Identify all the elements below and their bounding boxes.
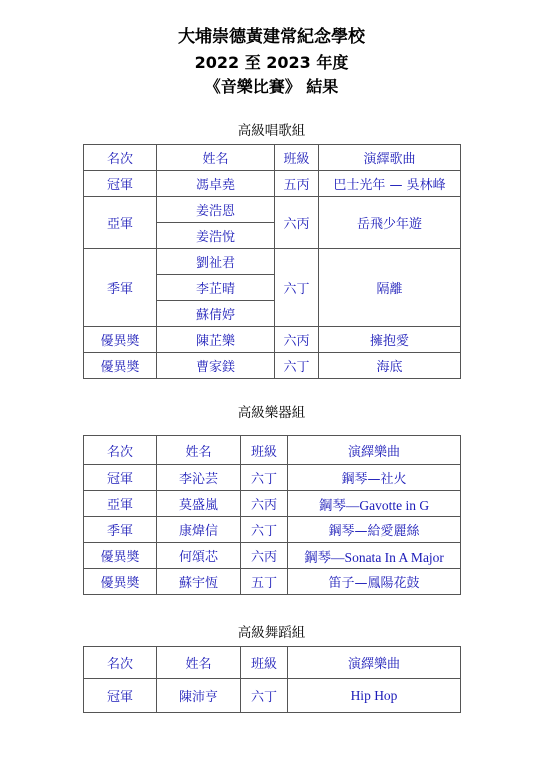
table-header-row bbox=[84, 647, 461, 679]
class-cell: 六丁 bbox=[241, 465, 288, 491]
table-row bbox=[84, 543, 461, 569]
school-name: 大埔崇德黃建常紀念學校 bbox=[178, 27, 365, 47]
column-header-rank: 名次 bbox=[84, 647, 157, 679]
class-cell: 六丙 bbox=[241, 491, 288, 517]
column-header-song: 演繹歌曲 bbox=[319, 145, 461, 171]
class-cell: 六丙 bbox=[241, 543, 288, 569]
table-row bbox=[84, 679, 461, 713]
piece-cell: 鋼琴—給愛麗絲 bbox=[288, 517, 461, 543]
piece-cell: 鋼琴—Gavotte in G bbox=[288, 491, 461, 517]
column-header-rank: 名次 bbox=[84, 436, 157, 465]
name-cell: 馮卓堯 bbox=[157, 171, 275, 197]
table-header-row bbox=[84, 436, 461, 465]
dance-results-table bbox=[83, 646, 461, 713]
rank-cell: 季軍 bbox=[84, 249, 157, 327]
piece-cell: 笛子—鳳陽花鼓 bbox=[288, 569, 461, 595]
table-row bbox=[84, 249, 461, 275]
piece-cell: 鋼琴—社火 bbox=[288, 465, 461, 491]
name-cell: 康煒信 bbox=[157, 517, 241, 543]
class-cell: 六丙 bbox=[275, 327, 319, 353]
name-cell: 李沁芸 bbox=[157, 465, 241, 491]
name-cell: 何頌芯 bbox=[157, 543, 241, 569]
table-row bbox=[84, 517, 461, 543]
table-row bbox=[84, 491, 461, 517]
column-header-rank: 名次 bbox=[84, 145, 157, 171]
column-header-name: 姓名 bbox=[157, 145, 275, 171]
song-cell: 擁抱愛 bbox=[319, 327, 461, 353]
singing-results-table bbox=[83, 144, 461, 379]
rank-cell: 冠軍 bbox=[84, 465, 157, 491]
column-header-piece: 演繹樂曲 bbox=[288, 436, 461, 465]
rank-cell: 冠軍 bbox=[84, 679, 157, 713]
song-cell: 隔離 bbox=[319, 249, 461, 327]
rank-cell: 亞軍 bbox=[84, 197, 157, 249]
song-cell: 巴士光年 — 吳林峰 bbox=[319, 171, 461, 197]
rank-cell: 冠軍 bbox=[84, 171, 157, 197]
column-header-class: 班級 bbox=[241, 647, 288, 679]
column-header-name: 姓名 bbox=[157, 647, 241, 679]
section-title-dance: 高級舞蹈組 bbox=[237, 625, 306, 641]
academic-year: 2022 至 2023 年度 bbox=[194, 53, 349, 72]
class-cell: 六丁 bbox=[241, 679, 288, 713]
table-row bbox=[84, 171, 461, 197]
class-cell: 五丙 bbox=[275, 171, 319, 197]
name-cell: 劉祉君 bbox=[157, 249, 275, 275]
section-title-instrument: 高級樂器組 bbox=[237, 405, 306, 421]
table-header-row bbox=[84, 145, 461, 171]
instrument-results-table bbox=[83, 435, 461, 595]
name-cell: 姜浩悅 bbox=[157, 223, 275, 249]
rank-cell: 優異奬 bbox=[84, 327, 157, 353]
rank-cell: 季軍 bbox=[84, 517, 157, 543]
table-row bbox=[84, 353, 461, 379]
name-cell: 陳芷樂 bbox=[157, 327, 275, 353]
rank-cell: 亞軍 bbox=[84, 491, 157, 517]
column-header-class: 班級 bbox=[275, 145, 319, 171]
column-header-class: 班級 bbox=[241, 436, 288, 465]
song-cell: 海底 bbox=[319, 353, 461, 379]
piece-cell: 鋼琴—Sonata In A Major bbox=[288, 543, 461, 569]
name-cell: 蘇宇恆 bbox=[157, 569, 241, 595]
name-cell: 李芷晴 bbox=[157, 275, 275, 301]
column-header-name: 姓名 bbox=[157, 436, 241, 465]
column-header-piece: 演繹樂曲 bbox=[288, 647, 461, 679]
name-cell: 陳沛亨 bbox=[157, 679, 241, 713]
name-cell: 莫盛嵐 bbox=[157, 491, 241, 517]
rank-cell: 優異奬 bbox=[84, 353, 157, 379]
table-row bbox=[84, 569, 461, 595]
piece-cell: Hip Hop bbox=[288, 679, 461, 713]
class-cell: 六丁 bbox=[275, 249, 319, 327]
name-cell: 曹家鎂 bbox=[157, 353, 275, 379]
rank-cell: 優異奬 bbox=[84, 543, 157, 569]
name-cell: 蘇倩婷 bbox=[157, 301, 275, 327]
event-title: 《音樂比賽》 結果 bbox=[204, 77, 339, 96]
table-row bbox=[84, 197, 461, 223]
class-cell: 五丁 bbox=[241, 569, 288, 595]
class-cell: 六丙 bbox=[275, 197, 319, 249]
song-cell: 岳飛少年遊 bbox=[319, 197, 461, 249]
table-row bbox=[84, 327, 461, 353]
table-row bbox=[84, 465, 461, 491]
rank-cell: 優異奬 bbox=[84, 569, 157, 595]
class-cell: 六丁 bbox=[275, 353, 319, 379]
class-cell: 六丁 bbox=[241, 517, 288, 543]
name-cell: 姜浩恩 bbox=[157, 197, 275, 223]
section-title-singing: 高級唱歌組 bbox=[237, 123, 306, 139]
